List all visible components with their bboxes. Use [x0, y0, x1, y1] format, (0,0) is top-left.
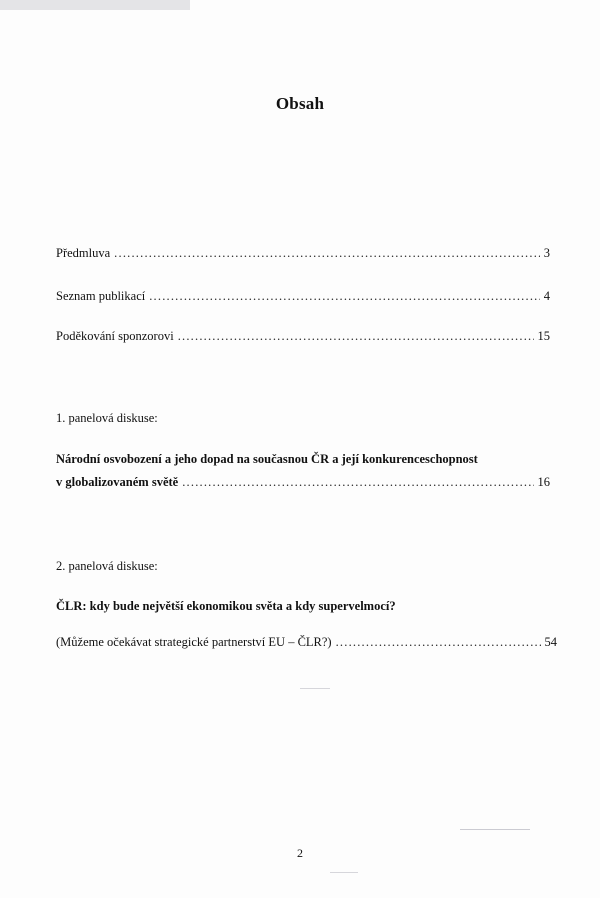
toc-leader-dots: [336, 634, 541, 650]
toc-row-panel-2: [56, 634, 557, 650]
toc-leader-dots: [149, 288, 540, 304]
toc-label: Předmluva: [56, 246, 111, 260]
toc-label: v globalizovaném světě: [56, 475, 179, 489]
toc-page-number: 4: [543, 289, 550, 303]
toc-row-publications: [56, 288, 550, 304]
scan-line: [460, 829, 530, 830]
toc-page-number: 54: [544, 635, 557, 649]
scan-line: [330, 872, 358, 873]
toc-label: Poděkování sponzorovi: [56, 329, 174, 343]
toc-leader-dots: [182, 474, 533, 490]
toc-page-number: 3: [543, 246, 550, 260]
toc-page-number: 16: [537, 475, 550, 489]
panel-1-title-line-1: Národní osvobození a jeho dopad na současnou ČR a její konkurenceschopnost: [56, 452, 478, 466]
page-title: Obsah: [275, 94, 325, 113]
toc-page-number: 15: [537, 329, 550, 343]
page-number: 2: [297, 846, 303, 860]
toc-label: (Můžeme očekávat strategické partnerství EU – ČLR?): [56, 635, 332, 649]
toc-row-thanks: [56, 328, 550, 344]
section-heading-panel-2: 2. panelová diskuse:: [56, 559, 158, 573]
section-heading-panel-1: 1. panelová diskuse:: [56, 411, 158, 425]
toc-leader-dots: [114, 245, 540, 261]
toc-row-preface: [56, 245, 550, 261]
panel-2-title: ČLR: kdy bude největší ekonomikou světa a kdy supervelmocí?: [56, 599, 396, 613]
toc-label: Seznam publikací: [56, 289, 146, 303]
toc-row-panel-1: [56, 474, 550, 490]
scan-line: [300, 688, 330, 689]
scan-smudge: [0, 0, 190, 10]
toc-leader-dots: [178, 328, 534, 344]
